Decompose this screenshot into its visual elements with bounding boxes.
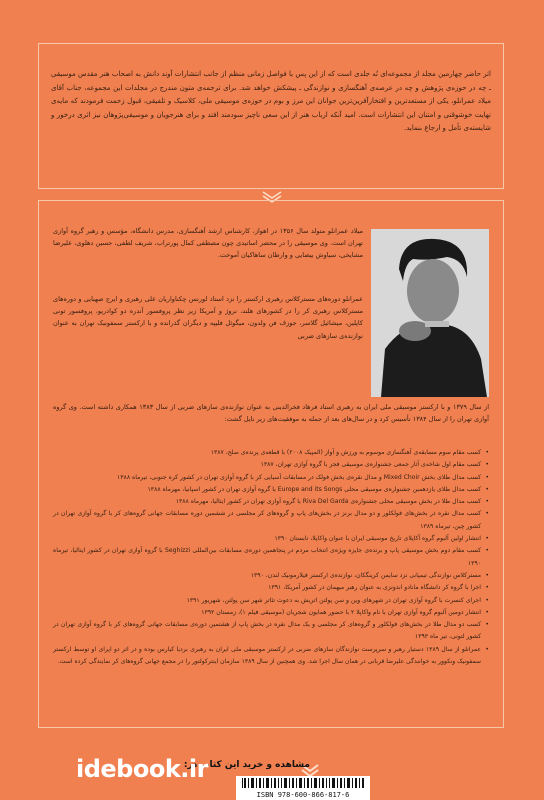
intro-box <box>38 43 504 189</box>
achievements-list <box>53 447 489 668</box>
list-item: • کسب مقام اول شاخه‌ی آثار جمعی جشنواره‌ی موسیقی فجر با گروه آوازی تهران، ۱۳۸۷ <box>53 459 489 471</box>
list-item: • کسب مدال طلای یازدهمین جشنواره‌ی موسیقی محلی Europe and its Songs با گروه آوازی تهران در کشور اسپانیا، مهرماه ۱۳۸۸ <box>53 484 489 496</box>
biography-box <box>38 200 504 728</box>
buy-book-text: مشاهده و خرید این کتاب در: <box>183 760 310 770</box>
list-item: • اجرا با گروه کر دانشگاه مانادو اندونزی به عنوان رهبر میهمان در کشور آمریکا، ۱۳۹۱ <box>53 582 489 594</box>
site-watermark-logo[interactable] <box>76 754 226 784</box>
list-item: • کسب دو مدال طلا در بخش‌های فولکلور و گروه‌های کر مجلسی و یک مدال نقره در بخش پاپ از هشتمین دوره‌ی مسابقات جهانی گروه‌های کر با گروه آوازی تهران در کشور لتونی، تیر ماه ۱۳۹۳ <box>53 619 489 644</box>
author-photo <box>371 229 489 397</box>
barcode-bars-icon <box>242 778 364 788</box>
intro-paragraph: اثر حاضر چهارمین مجلد از مجموعه‌ای نُه جلدی است که از این پس با فواصل زمانی منظم از جانب انتشارات آوند دانش به اصحاب هنر مقدس موسیقی ـ چه در حوزه‌ی پژوهش و چه در عرصه‌ی آهنگسازی و نوازندگی ـ پیشکش خواهد شد. برای ترجمه‌ی متون مندرج در مجلدات این مجموعه، جناب آقای میلاد عمرانلو، یکی از مستعدترین و افتخارآفرین‌ترین جوانان این مرز و بوم در حوزه‌ی موسیقی ملی، کلاسیک و تلفیقی، قبول زحمت فرمودند که مایه‌ی نهایت خوشوقتی و امتنان این انتشارات است. امید آنکه ارباب هنر از این سعی ناچیز سودمند افتد و برای هنرجویان و موسیقی‌پژوهان نیز اثری درخور و شایسته‌ی تأمل و ارجاع بنماید. <box>51 70 491 133</box>
list-item: • انتشار دومین آلبوم گروه آوازی تهران با نام واکاپلا ۲ با حضور همایون شجریان (موسیقی فیلم ۱)، زمستان ۱۳۹۲ <box>53 607 489 619</box>
list-item: • کسب مقام سوم مسابقه‌ی آهنگسازی موسوم به ورزش و آواز (المپیک ۲۰۰۸) با قطعه‌ی پرنده‌ی صلح، ۱۳۸۷ <box>53 447 489 459</box>
bio-paragraph-1: میلاد عمرانلو متولد سال ۱۳۵۶ در اهواز، کارشناس ارشد آهنگسازی، مدرس دانشگاه، مؤسس و رهبر گروه آوازی تهران است. وی موسیقی را در محضر اساتیدی چون مصطفی کمال پورتراب، شریف لطفی، حسین دهلوی، علیرضا مشایخی، سیاوش بیضایی و وارطان ساهاکیان آموخت. <box>53 227 363 260</box>
barcode <box>236 776 370 800</box>
list-item: • انتشار اولین آلبوم گروه آکاپلای تاریخ موسیقی ایران با عنوان واکاپلا، تابستان ۱۳۹۰ <box>53 533 489 545</box>
bio-paragraph-2: عمرانلو دوره‌های مسترکلاس رهبری ارکستر را نزد استاد لورنس چکناواریان علی رهبری و ایرج صهبایی و دوره‌های مسترکلاس رهبری کر را در کشورهای هلند، نروژ و آمریکا زیر نظر پروفسور آندره دو کوادریو، پروفسور تونی کاپلین، میشائیل گلاسر، جوزف فن ولدون، میگوئل فلیپه و دیگران گذرانده و با ارکستر سمفونیک تهران به عنوان نوازنده‌ی سازهای ضربی <box>53 295 363 340</box>
site-name: idebook.ir <box>76 755 208 783</box>
isbn-number: ISBN 978-600-866-817-6 <box>256 791 350 799</box>
bio-paragraph-3: از سال ۱۳۷۹ و با ارکستر موسیقی ملی ایران به رهبری استاد فرهاد فخرالدینی به عنوان نوازنده‌ی سازهای ضربی از سال ۱۳۸۳ همکاری داشته است. وی گروه آوازی تهران را از سال ۱۳۸۴ تأسیس کرد و در سال‌های بعد از جمله به موفقیت‌های زیر نایل گشت: <box>53 403 490 424</box>
list-item: • کسب مدال طلا در بخش موسیقی محلی جشنواره‌ی Riva Del Garda با گروه آوازی تهران در کشور ایتالیا، مهرماه ۱۳۸۸ <box>53 496 489 508</box>
list-item: • کسب مقام دوم بخش موسیقی پاپ و برنده‌ی جایزه ویژه‌ی انتخاب مردم در پنجاهمین دوره‌ی مسابقات بین‌المللی Seghizzi با گروه آوازی تهران در کشور ایتالیا، تیرماه ۱۳۹۰ <box>53 545 489 570</box>
list-item: • اجرای کنسرت با گروه آوازی تهران در شهرهای وین و سن پولتن اتریش به دعوت تئاتر شهر سن پولتن، شهریور ۱۳۹۱ <box>53 595 489 607</box>
list-item: • کسب مدال طلای بخش Mixed Choir و مدال نقره‌ی بخش فولک در مسابقات آسیایی کر با گروه آوازی تهران در کشور کره جنوبی، تیرماه ۱۳۸۸ <box>53 472 489 484</box>
list-item: • کسب مدال نقره در بخش‌های فولکلور و دو مدال برنز در بخش‌های پاپ و گروه‌های کر مجلسی در ششمین دوره مسابقات جهانی گروه‌های کر با گروه آوازی تهران در کشور چین، تیرماه ۱۳۸۹ <box>53 508 489 533</box>
list-item: • عمرانلو از سال ۱۳۸۹ دستیار رهبر و سرپرست نوازندگان سازهای ضربی در ارکستر موسیقی ملی ایران به رهبری بردیا کیارس بوده و در اثر دو اپرای او توسط ارکستر سمفونیک ونکوور به خوانندگی علیرضا قربانی در همان سال اجرا شد. وی همچنین از سال ۱۳۸۹ سازمان اینترکولتور را در مجمع جهانی گروه‌های کر نمایندگی کرده است. <box>53 644 489 669</box>
list-item: • مسترکلاس نوازندگی تیمپانی نزد سایمن کرینگکان، نوازنده‌ی ارکستر فیلارمونیک لندن، ۱۳۹۰ <box>53 570 489 582</box>
